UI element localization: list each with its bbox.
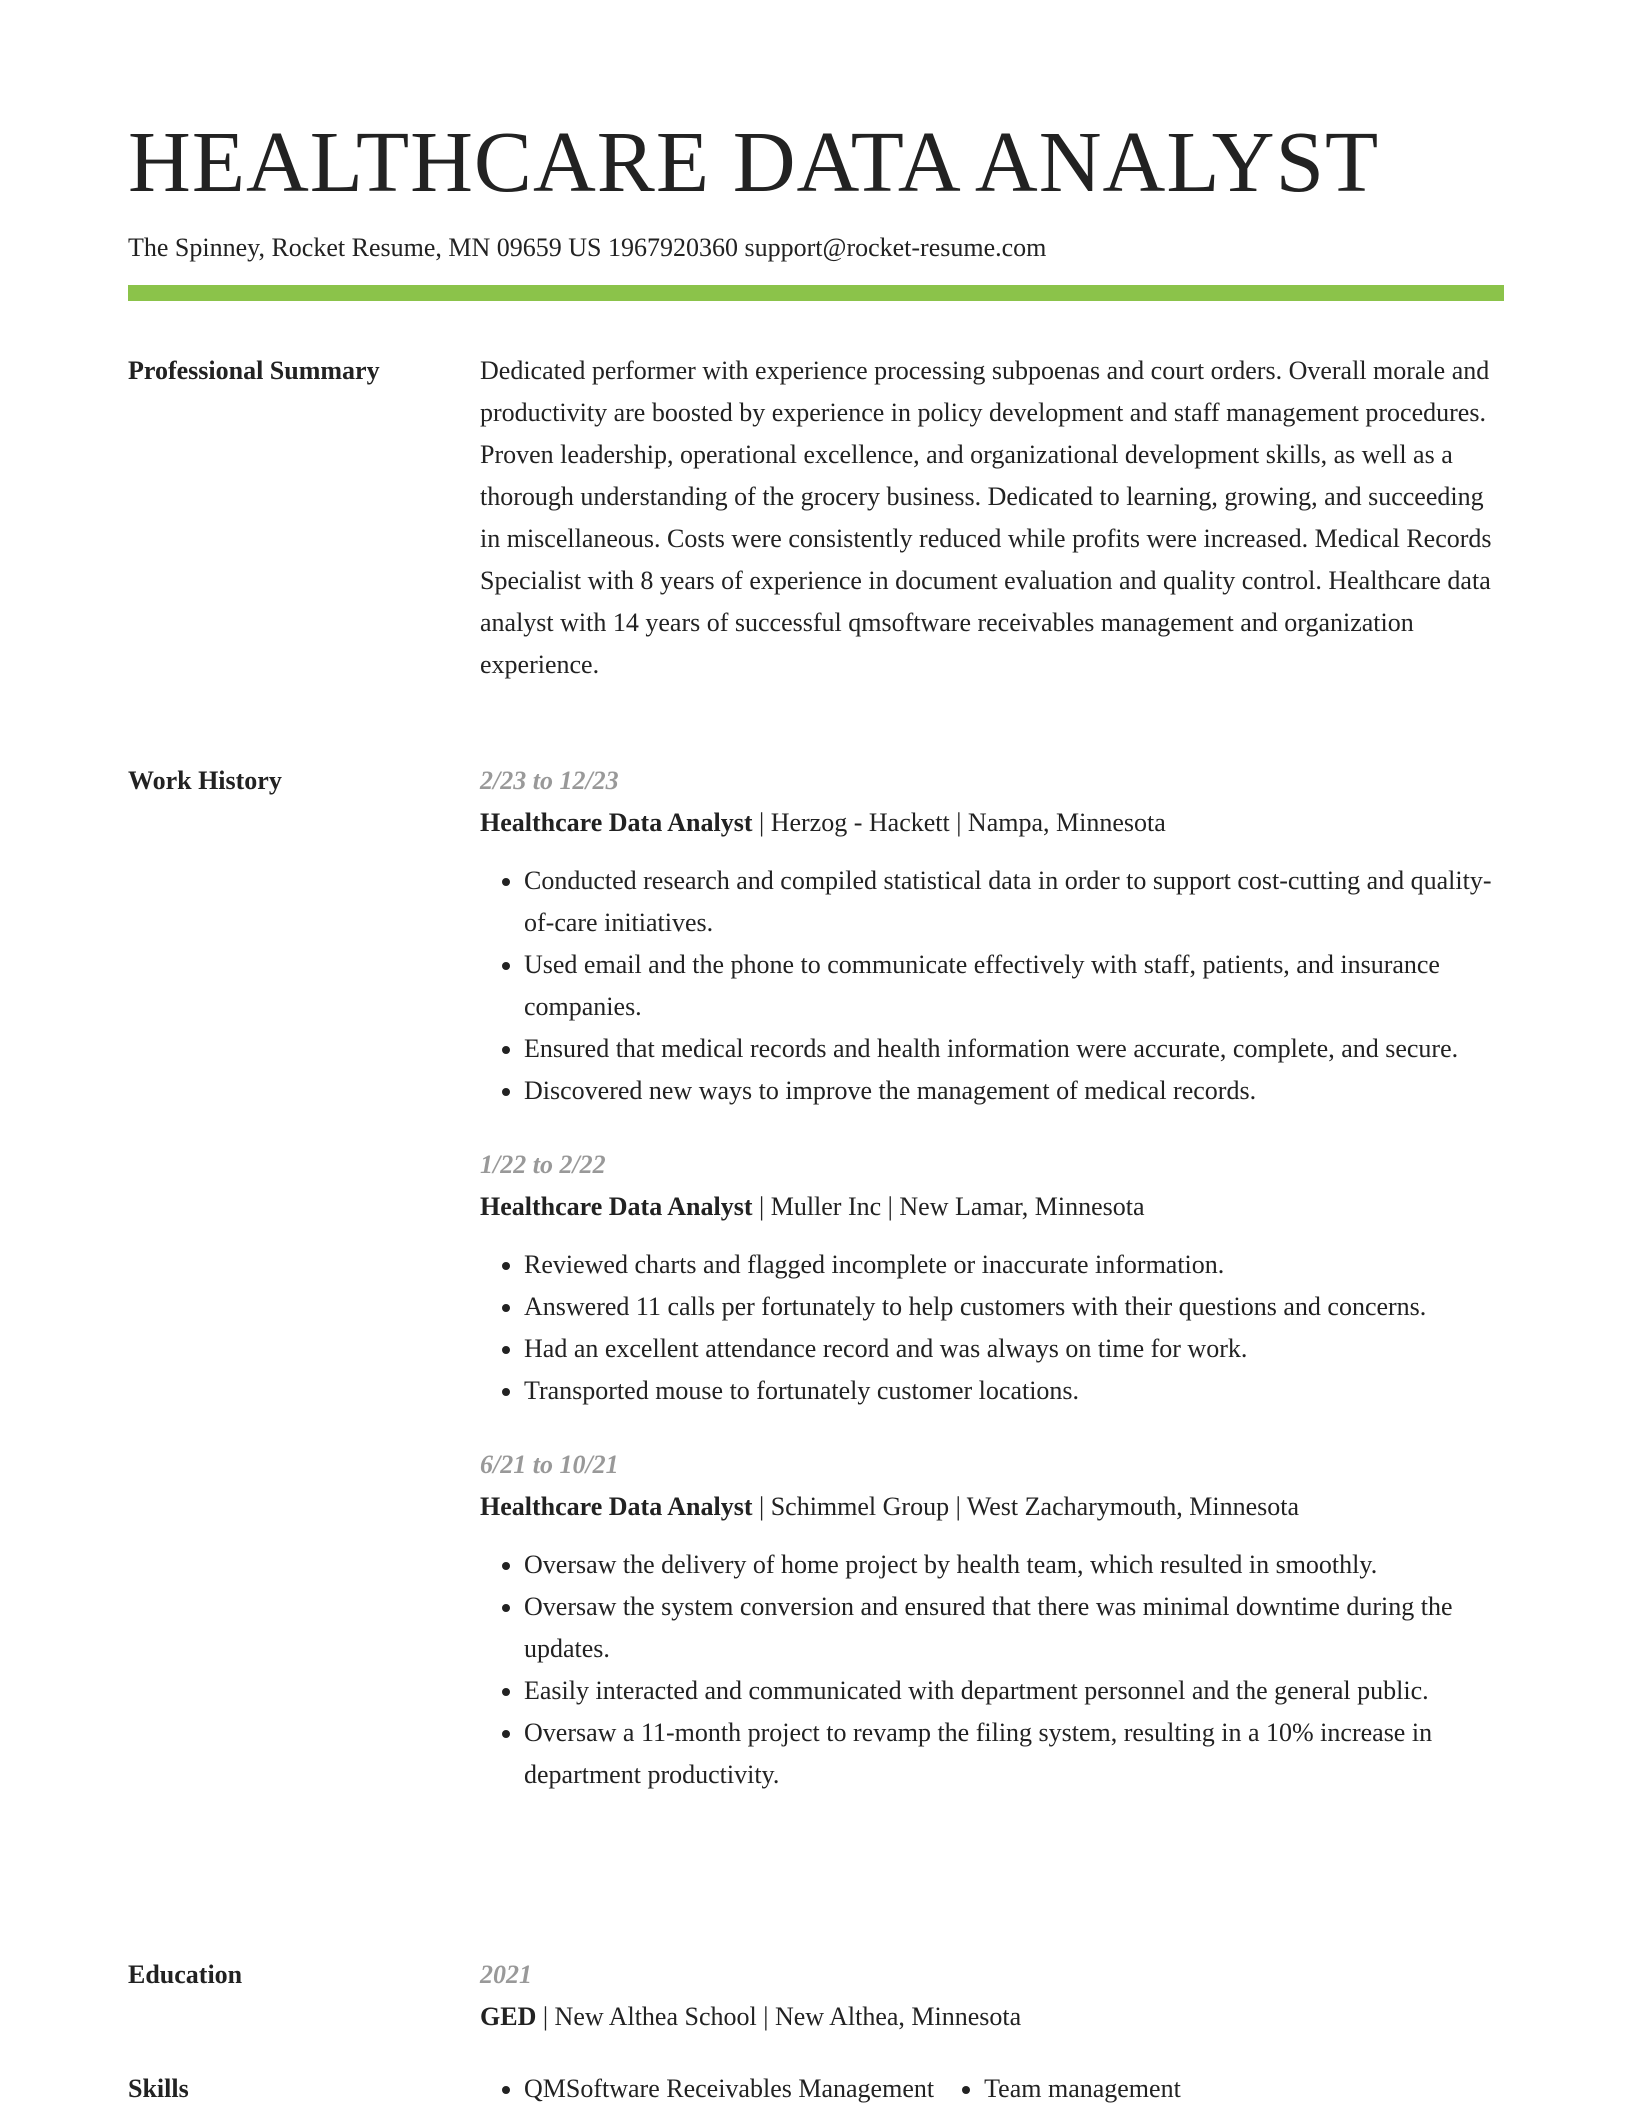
job-entry	[480, 1144, 1504, 1412]
education-degree: GED	[480, 2002, 537, 2031]
job-dates: 2/23 to 12/23	[480, 766, 619, 795]
job-dates: 1/22 to 2/22	[480, 1150, 606, 1179]
education-heading: Education	[128, 1960, 243, 1989]
job-entry	[480, 1444, 1504, 1796]
job-bullet: • Used email and the phone to communicate effectively with staff, patients, and insurance companies.	[524, 944, 1504, 1028]
skills-heading: Skills	[128, 2074, 189, 2103]
job-entry	[480, 760, 1504, 1112]
job-bullet: • Ensured that medical records and health information were accurate, complete, and secure.	[524, 1028, 1504, 1070]
summary-heading: Professional Summary	[128, 356, 380, 385]
job-role: Healthcare Data Analyst	[480, 1492, 753, 1521]
job-details: | Muller Inc | New Lamar, Minnesota	[752, 1192, 1145, 1221]
education-dates: 2021	[480, 1960, 532, 1989]
job-title-line	[480, 1186, 1504, 1228]
job-bullet: • Easily interacted and communicated with department personnel and the general public.	[524, 1670, 1504, 1712]
summary-text: Dedicated performer with experience processing subpoenas and court orders. Overall morale and productivity are boosted by experience in policy development and staff management procedures. Proven leadership, operational excellence, and organizational development skills, as well as a thorough understanding of the grocery business. Dedicated to learning, growing, and succeeding in miscellaneous. Costs were consistently reduced while profits were increased. Medical Records Specialist with 8 years of experience in document evaluation and quality control. Healthcare data analyst with 14 years of successful qmsoftware receivables management and organization experience.	[480, 356, 1492, 679]
job-role: Healthcare Data Analyst	[480, 808, 753, 837]
resume-title: HEALTHCARE DATA ANALYST	[128, 113, 1380, 210]
job-bullet: • Answered 11 calls per fortunately to help customers with their questions and concerns.	[524, 1286, 1504, 1328]
job-bullets	[480, 1544, 1504, 1796]
job-role: Healthcare Data Analyst	[480, 1192, 753, 1221]
skills-list	[480, 2068, 1504, 2110]
job-details: | Herzog - Hackett | Nampa, Minnesota	[752, 808, 1166, 837]
education-line	[480, 1996, 1504, 2038]
job-bullet: • Oversaw the delivery of home project by health team, which resulted in smoothly.	[524, 1544, 1504, 1586]
skill-item: • QMSoftware Receivables Management	[524, 2068, 934, 2110]
job-title-line	[480, 1486, 1504, 1528]
job-dates: 6/21 to 10/21	[480, 1450, 619, 1479]
education-details: | New Althea School | New Althea, Minnesota	[536, 2002, 1022, 2031]
job-title-line	[480, 802, 1504, 844]
work-history-heading: Work History	[128, 766, 282, 795]
job-bullet: • Had an excellent attendance record and was always on time for work.	[524, 1328, 1504, 1370]
contact-line: The Spinney, Rocket Resume, MN 09659 US 1967920360 support@rocket-resume.com	[128, 233, 1047, 262]
job-bullet: • Oversaw a 11-month project to revamp the filing system, resulting in a 10% increase in department productivity.	[524, 1712, 1504, 1796]
job-bullet: • Oversaw the system conversion and ensured that there was minimal downtime during the updates.	[524, 1586, 1504, 1670]
job-details: | Schimmel Group | West Zacharymouth, Minnesota	[752, 1492, 1300, 1521]
job-bullets	[480, 1244, 1504, 1412]
job-bullet: • Conducted research and compiled statistical data in order to support cost-cutting and quality-of-care initiatives.	[524, 860, 1504, 944]
job-bullet: • Transported mouse to fortunately customer locations.	[524, 1370, 1504, 1412]
header-divider	[128, 285, 1504, 301]
job-bullets	[480, 860, 1504, 1112]
job-bullet: • Reviewed charts and flagged incomplete or inaccurate information.	[524, 1244, 1504, 1286]
job-bullet: • Discovered new ways to improve the management of medical records.	[524, 1070, 1504, 1112]
skill-item: • Team management	[984, 2068, 1181, 2110]
